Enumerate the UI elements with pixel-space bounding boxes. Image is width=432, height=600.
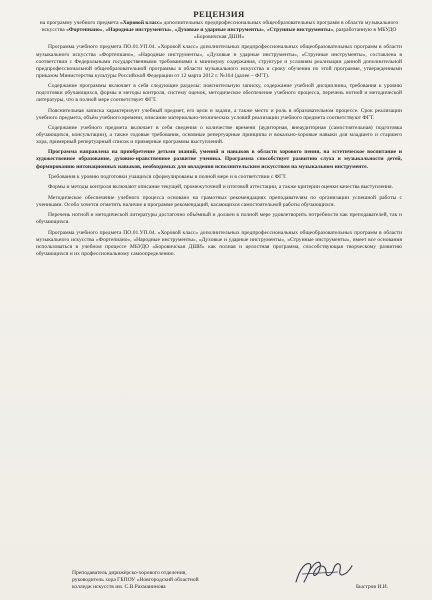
reviewer-block (72, 570, 199, 591)
paragraph-explanatory-note: Пояснительная записка характеризует учебный предмет, его цели и задачи, а также место и роль в образовательном процессе. Срок реализации учебного предмета, объём учебного времени, описание материально-технических условий реализации учебного предмета соответствуют ФГТ. (36, 107, 402, 121)
paragraph-methodology: Методическое обеспечение учебного процесса основано на грамотных рекомендациях преподавателям по организации успешной работы с учениками. Особо хочется отметить наличие в программе рекомендаций, касающихся самостоятельной работы обучающихся. (36, 194, 402, 208)
paragraph-conclusion: Программа учебного предмета ПО.01.УП.04. «Хоровой класс» дополнительных предпрофессиональных общеобразовательных программ в области музыкального искусства «Фортепиано», «Народные инструменты», «Духовые и ударные инструменты», «Струнные инструменты», имеет все основания использоваться в учебном процессе МБУДО «Боровичская ДШИ» как полная и целостная программа, способствующая творческому развитию обучающихся и их профессиональному самоопределению. (36, 229, 402, 257)
reviewer-position: Преподаватель дирижёрско-хорового отделения, (72, 570, 187, 576)
paragraph-goals: Программа направлена на приобретение детьми знаний, умений и навыков в области хорового пения, на эстетическое воспитание и художественное образование, духовно-нравственное развитие ученика. Программа способствует развитию слуха и музыкальности детей, формированию интонационных навыков, необходимых для овладения исполнительским искусством на музыкальном инструменте. (36, 149, 402, 170)
paragraph-subject-content: Содержание учебного предмета включает в себя сведения о количестве времени (аудиторная, внеаудиторная (самостоятельная) подготовка обучающихся, консультации), а также годовые требования, основные репертуарные принципы и вокально-хоровые навыки для младшего и старшего хора, примерный репертуарный список и примерные программы выступлений. (36, 124, 402, 146)
intro-program: «Народные инструменты» (105, 27, 172, 34)
intro-text: на программу учебного предмета (39, 20, 120, 26)
handwritten-signature-icon (290, 556, 360, 588)
intro-text: , (171, 27, 175, 34)
paragraph-control-forms: Формы и методы контроля включают описание текущей, промежуточной и итоговой аттестации, а также критерии оценки качества выступления. (48, 184, 393, 191)
intro-program: «Фортепиано» (66, 27, 103, 34)
page-title: РЕЦЕНЗИЯ (193, 9, 245, 19)
intro-subject: «Хоровой класс» (119, 20, 163, 26)
signer-name: Быстров И.И. (356, 584, 389, 590)
intro-text: , (102, 27, 106, 34)
paragraph-contents: Содержание программы включает в себя следующие разделы: пояснительную записку, содержание учебной дисциплины, требования к уровню подготовки обучающихся, формы и методы контроля, систему оценок, методическое обеспечение учебного процесса, перечень нотной и методической литературы, что в полной мере соответствует ФГТ. (36, 83, 402, 104)
intro-subtitle (36, 20, 402, 41)
paragraph-requirements: Требования к уровню подготовки учащихся сформулированы в полной мере и в соответствии с ФГТ. (48, 173, 287, 180)
intro-text: , разработанную в МБУДО «Боровичская ДШИ» (193, 27, 397, 41)
intro-program: «Духовые и ударные инструменты» (174, 27, 264, 34)
reviewer-organization: руководитель хора ГБПОУ «Новгородский областной (72, 577, 199, 584)
intro-text: , (263, 27, 267, 34)
paragraph-program-basis: Программа учебного предмета ПО.01.УП.04. «Хоровой класс» дополнительных предпрофессиональных общеобразовательных программ в области музыкального искусства «Фортепиано», «Народные инструменты», «Духовые и ударные инструменты», «Струнные инструменты», составлена в соответствии с Федеральными государственными требованиями к минимуму содержания, структуре и условиям реализации данной дополнительной предпрофессиональной общеобразовательной программы в области музыкального искусства и сроку обучения по этой программе, утвержденными приказом Министерства культуры Российской Федерации от 12 марта 2012 г. №164 (далее – ФГТ). (36, 44, 402, 79)
paragraph-literature: Перечень нотной и методической литературы достаточно объёмный и должен в полной мере удовлетворить потребности как преподавателей, так и обучающихся. (36, 212, 402, 226)
reviewer-organization-name: колледж искусств им. С.В.Рахманинова (72, 584, 166, 591)
intro-program: «Струнные инструменты» (266, 27, 334, 34)
intro-text: дополнительных предпрофессиональных общеобразовательных программ в области музыкального искусства (41, 20, 399, 34)
